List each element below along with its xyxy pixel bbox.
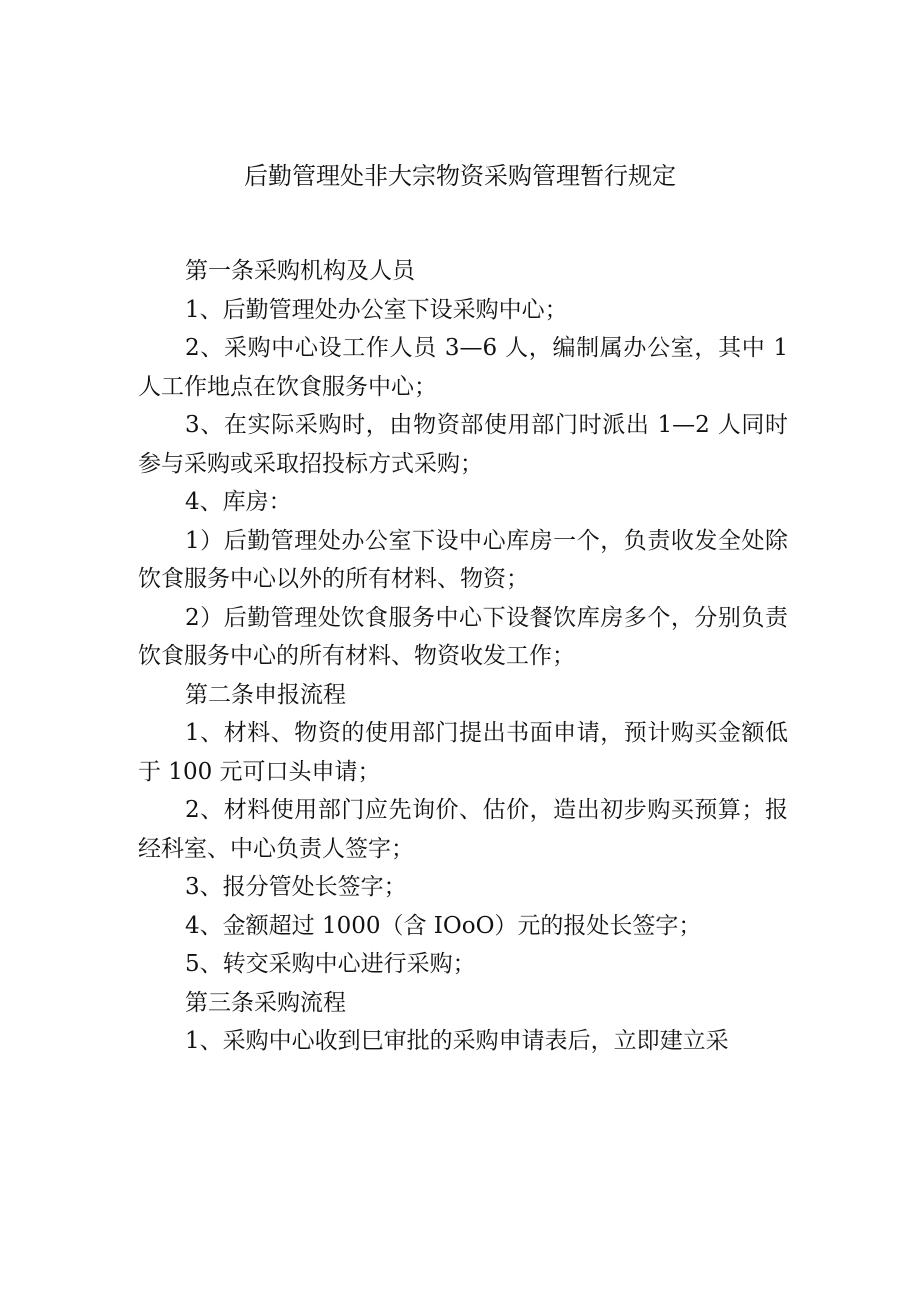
- paragraph: 1、材料、物资的使用部门提出书面申请，预计购买金额低于 100 元可口头申请；: [138, 720, 788, 785]
- section-heading-2: 第二条申报流程: [185, 681, 346, 708]
- paragraph: 1）后勤管理处办公室下设中心库房一个，负责收发全处除饮食服务中心以外的所有材料、物资；: [138, 527, 788, 592]
- paragraph: 3、报分管处长签字；: [185, 874, 407, 900]
- paragraph: 2、材料使用部门应先询价、估价，造出初步购买预算；报经科室、中心负责人签字；: [138, 797, 788, 862]
- section-heading-1: 第一条采购机构及人员: [185, 258, 415, 284]
- paragraph: 2、采购中心设工作人员 3—6 人，编制属办公室，其中 1 人工作地点在饮食服务中心；: [138, 335, 788, 400]
- paragraph: 1、采购中心收到巳审批的采购申请表后，立即建立采: [185, 1028, 729, 1054]
- document-body: [138, 252, 788, 1061]
- section-heading-3: 第三条采购流程: [185, 989, 346, 1016]
- paragraph: 1、后勤管理处办公室下设采购中心；: [185, 296, 568, 323]
- paragraph: 4、库房：: [185, 489, 292, 515]
- paragraph: 4、金额超过 1000（含 IOoO）元的报处长签字；: [185, 912, 702, 939]
- paragraph: 5、转交采购中心进行采购；: [185, 951, 476, 977]
- paragraph: 3、在实际采购时，由物资部使用部门时派出 1—2 人同时参与采购或采取招投标方式采购；: [138, 412, 788, 477]
- paragraph: 2）后勤管理处饮食服务中心下设餐饮库房多个，分别负责饮食服务中心的所有材料、物资收发工作；: [138, 604, 788, 669]
- document-title: 后勤管理处非大宗物资采购管理暂行规定: [244, 162, 676, 190]
